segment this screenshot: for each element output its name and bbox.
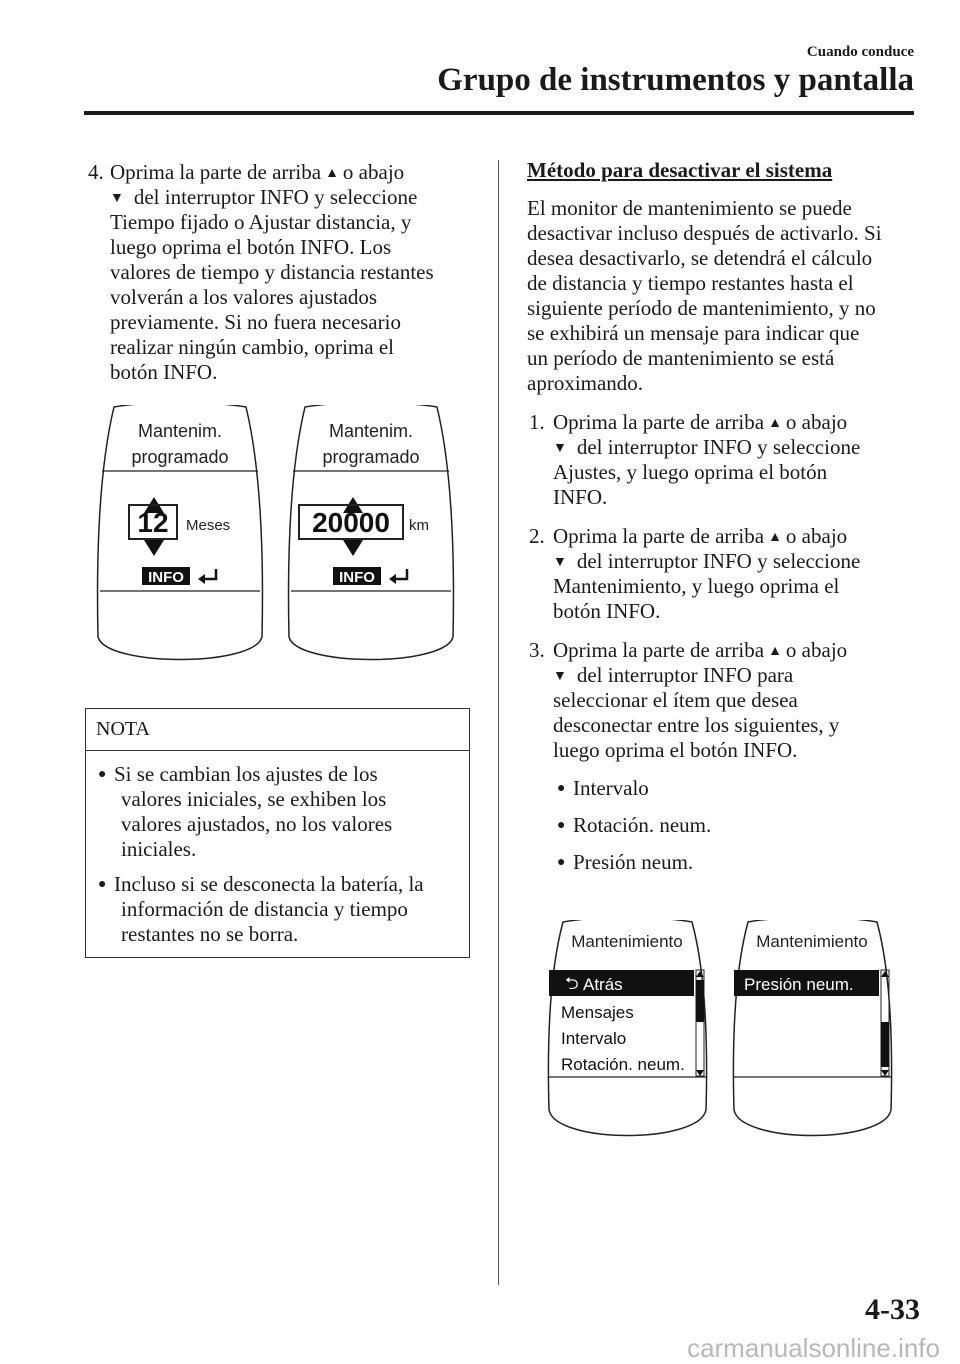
months-unit: Meses xyxy=(186,517,231,534)
note-bullet-2: ● Incluso si se desconecta la batería, la xyxy=(98,872,424,896)
down-arrow-icon: ▼ xyxy=(553,441,567,456)
note-line: restantes no se borra. xyxy=(121,922,299,946)
up-arrow-icon: ▲ xyxy=(768,416,782,431)
note-title: NOTA xyxy=(96,718,150,740)
step-4-line: realizar ningún cambio, oprima el xyxy=(110,335,394,359)
chapter-title: Grupo de instrumentos y pantalla xyxy=(437,62,914,98)
bullet-icon: ● xyxy=(557,781,566,796)
screen-title-1: Mantenim. xyxy=(328,421,414,441)
down-arrow-icon: ▼ xyxy=(553,669,567,684)
section-title: Cuando conduce xyxy=(806,44,914,60)
step-4-line: valores de tiempo y distancia restantes xyxy=(110,260,434,284)
step-4-line: volverán a los valores ajustados xyxy=(110,285,378,309)
step-4-number: 4. xyxy=(88,160,104,184)
intro-line: se exhibirá un mensaje para indicar que xyxy=(527,321,860,345)
note-bullet-1: ● Si se cambian los ajustes de los xyxy=(98,762,378,786)
step-3-line-2: ▼ del interruptor INFO para xyxy=(553,663,794,687)
option-tire-rotation: ● Rotación. neum. xyxy=(557,813,712,837)
intro-line: aproximando. xyxy=(527,371,644,395)
step-4-line: botón INFO. xyxy=(110,360,218,384)
intro-line: desea desactivarlo, se detendrá el cálculo xyxy=(527,246,873,270)
step-2-line-1: Oprima la parte de arriba ▲ o abajo xyxy=(553,524,848,548)
step-4-line-2: ▼ del interruptor INFO y seleccione xyxy=(110,185,418,209)
page-number: 4-33 xyxy=(865,1293,920,1326)
step-2-line: botón INFO. xyxy=(553,599,661,623)
step-4-text: Oprima la parte de arriba xyxy=(110,160,322,184)
screen-title-2: programado xyxy=(131,447,229,467)
info-badge: INFO xyxy=(148,569,184,586)
menu-item-back: Atrás xyxy=(583,975,623,994)
down-arrow-icon: ▼ xyxy=(553,555,567,570)
info-badge: INFO xyxy=(339,569,375,586)
step-1-line-2: ▼ del interruptor INFO y seleccione xyxy=(553,435,861,459)
menu-item-pressure: Presión neum. xyxy=(744,975,854,994)
step-3-line: seleccionar el ítem que desea xyxy=(553,688,798,712)
screen-months xyxy=(94,405,266,680)
note-header xyxy=(86,709,469,751)
note-line: iniciales. xyxy=(121,837,197,861)
step-3-line: luego oprima el botón INFO. xyxy=(553,738,798,762)
up-arrow-icon: ▲ xyxy=(768,644,782,659)
screen-title-2: programado xyxy=(322,447,420,467)
step-4-text-or: o abajo xyxy=(342,160,405,184)
step-2-line-2: ▼ del interruptor INFO y seleccione xyxy=(553,549,861,573)
note-box xyxy=(85,708,470,958)
bullet-icon: ● xyxy=(98,767,107,782)
bullet-icon: ● xyxy=(557,818,566,833)
note-line: valores ajustados, no los valores xyxy=(121,812,393,836)
menu-title: Mantenimiento xyxy=(756,932,868,951)
step-2-line: Mantenimiento, y luego oprima el xyxy=(553,574,840,598)
scrollbar-thumb xyxy=(881,1022,889,1067)
intro-line: un período de mantenimiento se está xyxy=(527,346,835,370)
scrollbar-thumb xyxy=(696,980,704,1022)
screen-maintenance-menu xyxy=(545,920,710,1155)
months-value: 12 xyxy=(137,507,169,538)
watermark: carmanualsonline.info xyxy=(687,1333,940,1363)
up-arrow-icon: ▲ xyxy=(325,166,339,181)
intro-line: siguiente período de mantenimiento, y no xyxy=(527,296,876,320)
step-1-line: INFO. xyxy=(553,485,608,509)
option-tire-pressure: ● Presión neum. xyxy=(557,850,694,874)
step-1-number: 1. xyxy=(529,410,545,434)
method-heading: Método para desactivar el sistema xyxy=(527,158,833,182)
step-1-line-1: Oprima la parte de arriba ▲ o abajo xyxy=(553,410,848,434)
screen-tire-pressure-menu xyxy=(730,920,895,1155)
distance-value: 20000 xyxy=(312,507,390,538)
step-4-line: Tiempo fijado o Ajustar distancia, y xyxy=(110,210,412,234)
header-rule xyxy=(84,111,914,115)
intro-line: El monitor de mantenimiento se puede xyxy=(527,196,852,220)
step-3-line-1: Oprima la parte de arriba ▲ o abajo xyxy=(553,638,848,662)
intro-line: de distancia y tiempo restantes hasta el xyxy=(527,271,854,295)
step-2-number: 2. xyxy=(529,524,545,548)
bullet-icon: ● xyxy=(557,855,566,870)
note-line: valores iniciales, se exhiben los xyxy=(121,787,387,811)
menu-item-rotation: Rotación. neum. xyxy=(561,1055,685,1074)
screen-title-1: Mantenim. xyxy=(137,421,223,441)
step-4-line: luego oprima el botón INFO. Los xyxy=(110,235,392,259)
up-arrow-icon: ▲ xyxy=(768,530,782,545)
intro-line: desactivar incluso después de activarlo. Si xyxy=(527,221,882,245)
note-line: información de distancia y tiempo xyxy=(121,897,408,921)
back-arrow-icon: ⮌ xyxy=(565,974,579,993)
column-divider xyxy=(498,160,499,1285)
step-3-number: 3. xyxy=(529,638,545,662)
menu-title: Mantenimiento xyxy=(571,932,683,951)
option-interval: ● Intervalo xyxy=(557,776,649,800)
down-arrow-icon: ▼ xyxy=(110,191,124,206)
menu-item-interval: Intervalo xyxy=(561,1029,627,1048)
screen-distance xyxy=(285,405,457,680)
step-4-line: previamente. Si no fuera necesario xyxy=(110,310,401,334)
menu-item-messages: Mensajes xyxy=(561,1003,634,1022)
step-4-line-1 xyxy=(110,160,404,186)
step-3-line: desconectar entre los siguientes, y xyxy=(553,713,840,737)
bullet-icon: ● xyxy=(98,877,107,892)
step-1-line: Ajustes, y luego oprima el botón xyxy=(553,460,828,484)
distance-unit: km xyxy=(409,517,429,534)
